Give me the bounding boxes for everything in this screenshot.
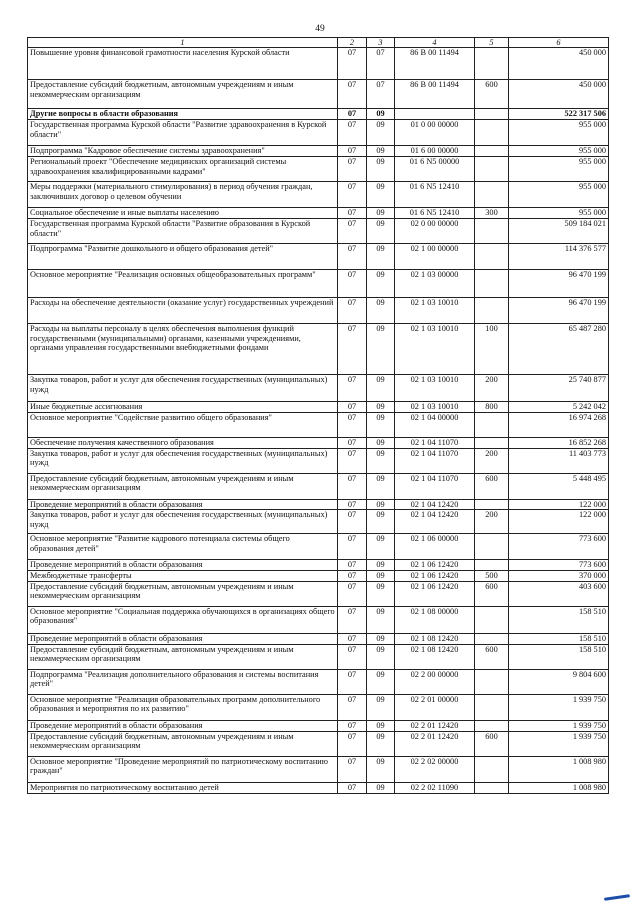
row-section-cell: 07	[338, 499, 367, 510]
row-amount-cell: 1 939 750	[509, 731, 609, 756]
row-target-article-cell: 02 1 03 10010	[395, 375, 475, 402]
row-subsection-cell: 09	[367, 157, 395, 182]
row-section-cell: 07	[338, 571, 367, 582]
row-name-cell: Подпрограмма "Развитие дошкольного и общего образования детей"	[28, 244, 338, 270]
row-section-cell: 07	[338, 157, 367, 182]
row-target-article-cell: 02 1 04 12420	[395, 510, 475, 534]
row-subsection-cell: 09	[367, 402, 395, 413]
table-row	[28, 375, 609, 402]
row-amount-cell: 773 600	[509, 560, 609, 571]
row-expense-type-cell	[475, 756, 509, 782]
row-expense-type-cell	[475, 412, 509, 437]
row-amount-cell: 96 470 199	[509, 270, 609, 298]
row-expense-type-cell	[475, 120, 509, 146]
row-amount-cell: 1 008 980	[509, 756, 609, 782]
table-row	[28, 80, 609, 109]
row-section-cell: 07	[338, 244, 367, 270]
row-section-cell: 07	[338, 80, 367, 109]
row-name-cell: Основное мероприятие "Реализация основных общеобразовательных программ"	[28, 270, 338, 298]
row-amount-cell: 122 000	[509, 499, 609, 510]
column-number-2: 2	[338, 38, 367, 48]
row-subsection-cell: 09	[367, 412, 395, 437]
row-section-cell: 07	[338, 324, 367, 375]
row-amount-cell: 65 487 280	[509, 324, 609, 375]
row-expense-type-cell: 600	[475, 80, 509, 109]
table-row	[28, 534, 609, 560]
row-section-cell: 07	[338, 109, 367, 120]
row-amount-cell: 96 470 199	[509, 298, 609, 324]
row-name-cell: Проведение мероприятий в области образования	[28, 560, 338, 571]
pen-mark	[604, 894, 630, 901]
row-target-article-cell: 02 1 06 12420	[395, 571, 475, 582]
row-target-article-cell: 02 1 00 00000	[395, 244, 475, 270]
row-name-cell: Подпрограмма "Реализация дополнительного образования и системы воспитания детей"	[28, 669, 338, 694]
table-row	[28, 219, 609, 244]
row-subsection-cell: 09	[367, 534, 395, 560]
table-row	[28, 402, 609, 413]
row-section-cell: 07	[338, 756, 367, 782]
row-expense-type-cell: 500	[475, 571, 509, 582]
row-section-cell: 07	[338, 606, 367, 633]
column-number-4: 4	[395, 38, 475, 48]
row-amount-cell: 955 000	[509, 146, 609, 157]
row-expense-type-cell: 300	[475, 208, 509, 219]
row-subsection-cell: 09	[367, 644, 395, 669]
table-row	[28, 208, 609, 219]
table-row	[28, 720, 609, 731]
row-name-cell: Предоставление субсидий бюджетным, автономным учреждениям и иным некоммерческим организациям	[28, 731, 338, 756]
row-name-cell: Социальное обеспечение и иные выплаты населению	[28, 208, 338, 219]
column-number-3: 3	[367, 38, 395, 48]
row-target-article-cell: 02 1 08 12420	[395, 644, 475, 669]
row-amount-cell: 1 939 750	[509, 694, 609, 720]
row-subsection-cell: 09	[367, 182, 395, 208]
row-subsection-cell: 09	[367, 120, 395, 146]
row-expense-type-cell	[475, 270, 509, 298]
row-target-article-cell: 02 1 06 12420	[395, 560, 475, 571]
column-number-1: 1	[28, 38, 338, 48]
row-amount-cell: 955 000	[509, 182, 609, 208]
row-name-cell: Закупка товаров, работ и услуг для обеспечения государственных (муниципальных) нужд	[28, 375, 338, 402]
row-name-cell: Основное мероприятие "Развитие кадрового потенциала системы общего образования детей"	[28, 534, 338, 560]
row-section-cell: 07	[338, 402, 367, 413]
table-row	[28, 146, 609, 157]
table-row	[28, 499, 609, 510]
row-subsection-cell: 09	[367, 219, 395, 244]
column-number-row	[28, 38, 609, 48]
row-section-cell: 07	[338, 720, 367, 731]
row-name-cell: Предоставление субсидий бюджетным, автономным учреждениям и иным некоммерческим организациям	[28, 80, 338, 109]
row-name-cell: Основное мероприятие "Социальная поддержка обучающихся в организациях общего образования"	[28, 606, 338, 633]
row-target-article-cell: 02 1 08 00000	[395, 606, 475, 633]
row-section-cell: 07	[338, 669, 367, 694]
row-expense-type-cell	[475, 720, 509, 731]
row-name-cell: Предоставление субсидий бюджетным, автономным учреждениям и иным некоммерческим организациям	[28, 473, 338, 499]
row-section-cell: 07	[338, 120, 367, 146]
row-subsection-cell: 09	[367, 731, 395, 756]
row-section-cell: 07	[338, 448, 367, 473]
row-amount-cell: 1 008 980	[509, 782, 609, 793]
row-expense-type-cell: 600	[475, 473, 509, 499]
row-target-article-cell: 86 В 00 11494	[395, 48, 475, 80]
row-subsection-cell: 07	[367, 48, 395, 80]
row-expense-type-cell: 600	[475, 644, 509, 669]
row-subsection-cell: 09	[367, 270, 395, 298]
row-subsection-cell: 09	[367, 146, 395, 157]
row-name-cell: Расходы на выплаты персоналу в целях обеспечения выполнения функций государственными (муниципальными) органами, казенными учреждениями, органами управления государственными внебюджетными фондами	[28, 324, 338, 375]
row-target-article-cell: 02 1 03 10010	[395, 324, 475, 375]
table-row	[28, 782, 609, 793]
row-name-cell: Подпрограмма "Кадровое обеспечение системы здравоохранения"	[28, 146, 338, 157]
table-row	[28, 560, 609, 571]
row-target-article-cell: 01 6 N5 12410	[395, 208, 475, 219]
row-name-cell: Основное мероприятие "Реализация образовательных программ дополнительного образования и мероприятия по их развитию"	[28, 694, 338, 720]
row-section-cell: 07	[338, 219, 367, 244]
row-target-article-cell: 02 1 04 11070	[395, 437, 475, 448]
row-target-article-cell: 01 6 00 00000	[395, 146, 475, 157]
row-subsection-cell: 09	[367, 208, 395, 219]
row-expense-type-cell	[475, 437, 509, 448]
row-target-article-cell: 02 1 04 11070	[395, 448, 475, 473]
row-name-cell: Проведение мероприятий в области образования	[28, 499, 338, 510]
row-subsection-cell: 09	[367, 437, 395, 448]
row-section-cell: 07	[338, 694, 367, 720]
row-target-article-cell: 02 1 04 00000	[395, 412, 475, 437]
row-amount-cell: 450 000	[509, 48, 609, 80]
row-expense-type-cell	[475, 633, 509, 644]
row-section-cell: 07	[338, 731, 367, 756]
row-subsection-cell: 09	[367, 499, 395, 510]
row-amount-cell: 11 403 773	[509, 448, 609, 473]
row-name-cell: Основное мероприятие "Содействие развитию общего образования"	[28, 412, 338, 437]
row-target-article-cell: 86 В 00 11494	[395, 80, 475, 109]
row-name-cell: Закупка товаров, работ и услуг для обеспечения государственных (муниципальных) нужд	[28, 448, 338, 473]
row-subsection-cell: 09	[367, 720, 395, 731]
row-expense-type-cell: 200	[475, 448, 509, 473]
row-section-cell: 07	[338, 581, 367, 606]
row-subsection-cell: 09	[367, 571, 395, 582]
row-target-article-cell: 02 2 00 00000	[395, 669, 475, 694]
row-expense-type-cell: 600	[475, 581, 509, 606]
row-name-cell: Межбюджетные трансферты	[28, 571, 338, 582]
row-amount-cell: 370 000	[509, 571, 609, 582]
row-name-cell: Другие вопросы в области образования	[28, 109, 338, 120]
row-subsection-cell: 09	[367, 669, 395, 694]
row-expense-type-cell	[475, 669, 509, 694]
row-target-article-cell: 01 6 N5 12410	[395, 182, 475, 208]
row-subsection-cell: 09	[367, 694, 395, 720]
budget-table-body	[28, 38, 609, 794]
row-subsection-cell: 09	[367, 375, 395, 402]
row-amount-cell: 122 000	[509, 510, 609, 534]
table-row	[28, 324, 609, 375]
row-target-article-cell: 02 2 01 12420	[395, 720, 475, 731]
row-expense-type-cell: 800	[475, 402, 509, 413]
row-name-cell: Проведение мероприятий в области образования	[28, 633, 338, 644]
row-amount-cell: 16 852 268	[509, 437, 609, 448]
row-expense-type-cell	[475, 560, 509, 571]
row-expense-type-cell: 200	[475, 375, 509, 402]
row-name-cell: Обеспечение получения качественного образования	[28, 437, 338, 448]
row-expense-type-cell	[475, 244, 509, 270]
table-row	[28, 109, 609, 120]
row-section-cell: 07	[338, 510, 367, 534]
row-amount-cell: 955 000	[509, 157, 609, 182]
row-subsection-cell: 09	[367, 756, 395, 782]
row-target-article-cell: 02 0 00 00000	[395, 219, 475, 244]
row-subsection-cell: 09	[367, 782, 395, 793]
row-target-article-cell: 02 1 06 12420	[395, 581, 475, 606]
row-subsection-cell: 09	[367, 448, 395, 473]
row-expense-type-cell	[475, 219, 509, 244]
row-amount-cell: 158 510	[509, 606, 609, 633]
row-subsection-cell: 09	[367, 633, 395, 644]
row-section-cell: 07	[338, 782, 367, 793]
row-amount-cell: 773 600	[509, 534, 609, 560]
row-section-cell: 07	[338, 534, 367, 560]
column-number-5: 5	[475, 38, 509, 48]
row-target-article-cell: 02 2 02 00000	[395, 756, 475, 782]
row-amount-cell: 955 000	[509, 120, 609, 146]
row-name-cell: Предоставление субсидий бюджетным, автономным учреждениям и иным некоммерческим организациям	[28, 644, 338, 669]
row-amount-cell: 522 317 506	[509, 109, 609, 120]
row-amount-cell: 25 740 877	[509, 375, 609, 402]
row-name-cell: Закупка товаров, работ и услуг для обеспечения государственных (муниципальных) нужд	[28, 510, 338, 534]
column-number-6: 6	[509, 38, 609, 48]
row-subsection-cell: 09	[367, 298, 395, 324]
table-row	[28, 633, 609, 644]
table-row	[28, 756, 609, 782]
row-section-cell: 07	[338, 146, 367, 157]
row-expense-type-cell	[475, 109, 509, 120]
table-row	[28, 298, 609, 324]
row-subsection-cell: 09	[367, 560, 395, 571]
row-subsection-cell: 09	[367, 473, 395, 499]
table-row	[28, 694, 609, 720]
row-section-cell: 07	[338, 412, 367, 437]
row-amount-cell: 114 376 577	[509, 244, 609, 270]
row-target-article-cell: 02 1 03 10010	[395, 298, 475, 324]
row-target-article-cell: 02 1 03 00000	[395, 270, 475, 298]
row-expense-type-cell	[475, 157, 509, 182]
row-target-article-cell: 02 1 04 11070	[395, 473, 475, 499]
table-row	[28, 571, 609, 582]
row-name-cell: Предоставление субсидий бюджетным, автономным учреждениям и иным некоммерческим организациям	[28, 581, 338, 606]
row-expense-type-cell: 100	[475, 324, 509, 375]
row-amount-cell: 403 600	[509, 581, 609, 606]
table-row	[28, 270, 609, 298]
row-amount-cell: 955 000	[509, 208, 609, 219]
row-subsection-cell: 09	[367, 324, 395, 375]
table-row	[28, 606, 609, 633]
row-amount-cell: 5 448 495	[509, 473, 609, 499]
row-name-cell: Государственная программа Курской области "Развитие здравоохранения в Курской области"	[28, 120, 338, 146]
row-amount-cell: 509 184 021	[509, 219, 609, 244]
row-name-cell: Основное мероприятие "Проведение мероприятий по патриотическому воспитанию граждан"	[28, 756, 338, 782]
row-target-article-cell: 02 1 04 12420	[395, 499, 475, 510]
row-section-cell: 07	[338, 298, 367, 324]
table-row	[28, 473, 609, 499]
row-subsection-cell: 09	[367, 581, 395, 606]
table-row	[28, 448, 609, 473]
row-name-cell: Государственная программа Курской области "Развитие образования в Курской области"	[28, 219, 338, 244]
table-row	[28, 437, 609, 448]
row-section-cell: 07	[338, 560, 367, 571]
row-amount-cell: 158 510	[509, 633, 609, 644]
row-section-cell: 07	[338, 633, 367, 644]
row-target-article-cell: 01 6 N5 00000	[395, 157, 475, 182]
table-row	[28, 731, 609, 756]
row-target-article-cell: 02 2 01 00000	[395, 694, 475, 720]
row-expense-type-cell	[475, 782, 509, 793]
row-section-cell: 07	[338, 182, 367, 208]
row-section-cell: 07	[338, 375, 367, 402]
row-subsection-cell: 07	[367, 80, 395, 109]
table-row	[28, 244, 609, 270]
row-target-article-cell	[395, 109, 475, 120]
budget-table	[27, 37, 609, 794]
row-name-cell: Региональный проект "Обеспечение медицинских организаций системы здравоохранения квалифицированными кадрами"	[28, 157, 338, 182]
table-row	[28, 581, 609, 606]
row-name-cell: Меры поддержки (материального стимулирования) в период обучения граждан, заключивших договор о целевом обучении	[28, 182, 338, 208]
row-target-article-cell: 02 1 06 00000	[395, 534, 475, 560]
row-target-article-cell: 02 1 08 12420	[395, 633, 475, 644]
row-expense-type-cell	[475, 606, 509, 633]
row-expense-type-cell	[475, 146, 509, 157]
row-section-cell: 07	[338, 270, 367, 298]
table-row	[28, 669, 609, 694]
row-amount-cell: 450 000	[509, 80, 609, 109]
row-expense-type-cell	[475, 298, 509, 324]
table-row	[28, 510, 609, 534]
row-target-article-cell: 02 2 02 11090	[395, 782, 475, 793]
table-row	[28, 412, 609, 437]
row-name-cell: Расходы на обеспечение деятельности (оказание услуг) государственных учреждений	[28, 298, 338, 324]
row-amount-cell: 5 242 042	[509, 402, 609, 413]
table-row	[28, 157, 609, 182]
row-target-article-cell: 02 2 01 12420	[395, 731, 475, 756]
table-row	[28, 182, 609, 208]
row-section-cell: 07	[338, 48, 367, 80]
table-row	[28, 120, 609, 146]
row-amount-cell: 9 804 600	[509, 669, 609, 694]
row-expense-type-cell	[475, 499, 509, 510]
row-name-cell: Иные бюджетные ассигнования	[28, 402, 338, 413]
row-target-article-cell: 02 1 03 10010	[395, 402, 475, 413]
row-section-cell: 07	[338, 473, 367, 499]
row-expense-type-cell	[475, 534, 509, 560]
row-amount-cell: 16 974 268	[509, 412, 609, 437]
row-expense-type-cell	[475, 182, 509, 208]
row-expense-type-cell	[475, 694, 509, 720]
row-subsection-cell: 09	[367, 606, 395, 633]
row-name-cell: Мероприятия по патриотическому воспитанию детей	[28, 782, 338, 793]
row-section-cell: 07	[338, 644, 367, 669]
row-subsection-cell: 09	[367, 244, 395, 270]
row-name-cell: Проведение мероприятий в области образования	[28, 720, 338, 731]
row-amount-cell: 1 939 750	[509, 720, 609, 731]
row-expense-type-cell	[475, 48, 509, 80]
table-row	[28, 644, 609, 669]
row-subsection-cell: 09	[367, 510, 395, 534]
row-target-article-cell: 01 0 00 00000	[395, 120, 475, 146]
table-row	[28, 48, 609, 80]
row-name-cell: Повышение уровня финансовой грамотности населения Курской области	[28, 48, 338, 80]
page-number: 49	[315, 24, 325, 34]
row-expense-type-cell: 200	[475, 510, 509, 534]
row-expense-type-cell: 600	[475, 731, 509, 756]
row-subsection-cell: 09	[367, 109, 395, 120]
row-amount-cell: 158 510	[509, 644, 609, 669]
row-section-cell: 07	[338, 208, 367, 219]
row-section-cell: 07	[338, 437, 367, 448]
